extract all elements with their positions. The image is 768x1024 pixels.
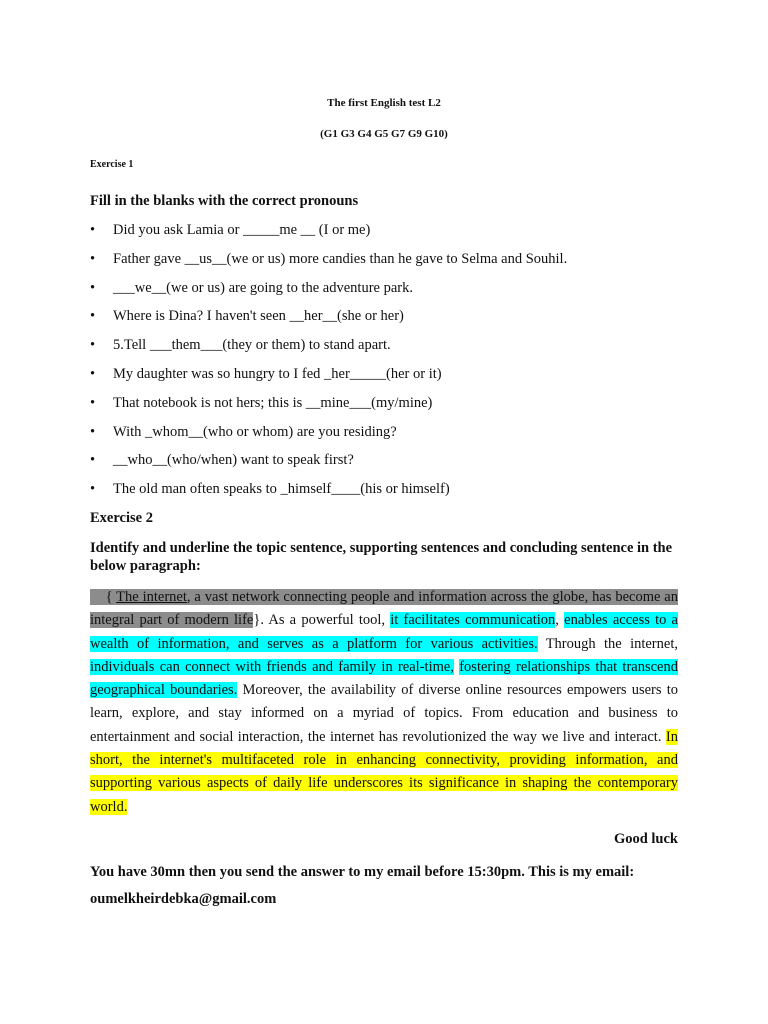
list-item: [90, 279, 678, 308]
group-list: (G1 G3 G4 G5 G7 G9 G10): [320, 128, 448, 140]
bullet-icon: •: [90, 394, 96, 411]
good-luck: Good luck: [613, 831, 678, 847]
list-item-text: With _whom__(who or whom) are you residing?: [113, 423, 397, 440]
list-item: [90, 336, 678, 365]
bullet-icon: •: [90, 481, 96, 498]
list-item-text: Where is Dina? I haven't seen __her__(she or her): [113, 308, 404, 325]
bullet-icon: •: [90, 279, 96, 296]
concluding-sentence: In short, the internet's multifaceted role in enhancing connectivity, providing information, and supporting various aspects of daily life underscores its significance in shaping the contemporary world.: [90, 728, 678, 815]
list-item: [90, 221, 678, 250]
instructions: [90, 859, 678, 913]
paragraph-text: Moreover, the availability of diverse online resources empowers users to learn, explore, and stay informed on a myriad of topics. From education and business to entertainment and social interaction, the internet has revolutionized the way we live and interact.: [90, 682, 678, 745]
topic-rest: , a vast network connecting people and information across the globe, has become an integral part of modern life: [90, 589, 678, 629]
exercise-2-label: Exercise 2: [90, 510, 153, 526]
list-item-text: Father gave __us__(we or us) more candies than he gave to Selma and Souhil.: [113, 250, 568, 267]
list-item-text: 5.Tell ___them___(they or them) to stand apart.: [113, 337, 391, 354]
bullet-icon: •: [90, 250, 96, 267]
list-item: [90, 423, 678, 452]
list-item-text: My daughter was so hungry to I fed _her_____(her or it): [113, 365, 442, 382]
bullet-icon: •: [90, 222, 96, 238]
topic-open: {: [90, 589, 117, 605]
exercise-paragraph: [90, 586, 678, 819]
list-item: [90, 365, 678, 394]
paragraph-text: }. As a powerful tool,: [253, 612, 391, 629]
supporting-sentence-1: it facilitates communication: [390, 612, 556, 629]
list-item: [90, 307, 678, 336]
email-address: oumelkheirdebka@gmail.com: [90, 891, 277, 907]
bullet-icon: •: [90, 337, 96, 354]
bullet-icon: •: [90, 308, 96, 325]
identify-heading: Identify and underline the topic sentence, supporting sentences and concluding sentence in the below paragraph:: [90, 540, 673, 574]
list-item-text: The old man often speaks to _himself____(his or himself): [113, 481, 450, 498]
supporting-sentence-4: fostering relationships that transcend geographical boundaries.: [90, 658, 678, 699]
bullet-icon: •: [90, 452, 96, 469]
test-title: The first English test L2: [327, 97, 441, 109]
bullet-icon: •: [90, 423, 96, 440]
list-item: [90, 480, 678, 509]
paragraph-text: ,: [555, 612, 565, 629]
topic-subject: The internet: [116, 589, 187, 605]
list-item: [90, 394, 678, 423]
list-item-text: That notebook is not hers; this is __mine___(my/mine): [113, 394, 433, 411]
list-item: [90, 451, 678, 480]
bullet-icon: •: [90, 365, 96, 382]
list-item-text: ___we__(we or us) are going to the adventure park.: [113, 279, 413, 296]
instructions-text: You have 30mn then you send the answer to my email before 15:30pm. This is my email:: [90, 864, 635, 880]
paragraph-text: Through the internet,: [537, 635, 678, 652]
supporting-sentence-2: enables access to a wealth of information, and serves as a platform for various activities.: [90, 612, 678, 652]
supporting-sentence-3: individuals can connect with friends and family in real-time,: [90, 658, 454, 675]
pronoun-exercise-list: [90, 221, 678, 509]
fill-blanks-heading: Fill in the blanks with the correct pronouns: [90, 193, 359, 209]
list-item-text: Did you ask Lamia or _____me __ (I or me): [113, 222, 371, 238]
list-item: [90, 250, 678, 279]
exercise-1-label: Exercise 1: [90, 159, 134, 170]
list-item-text: __who__(who/when) want to speak first?: [113, 452, 354, 469]
